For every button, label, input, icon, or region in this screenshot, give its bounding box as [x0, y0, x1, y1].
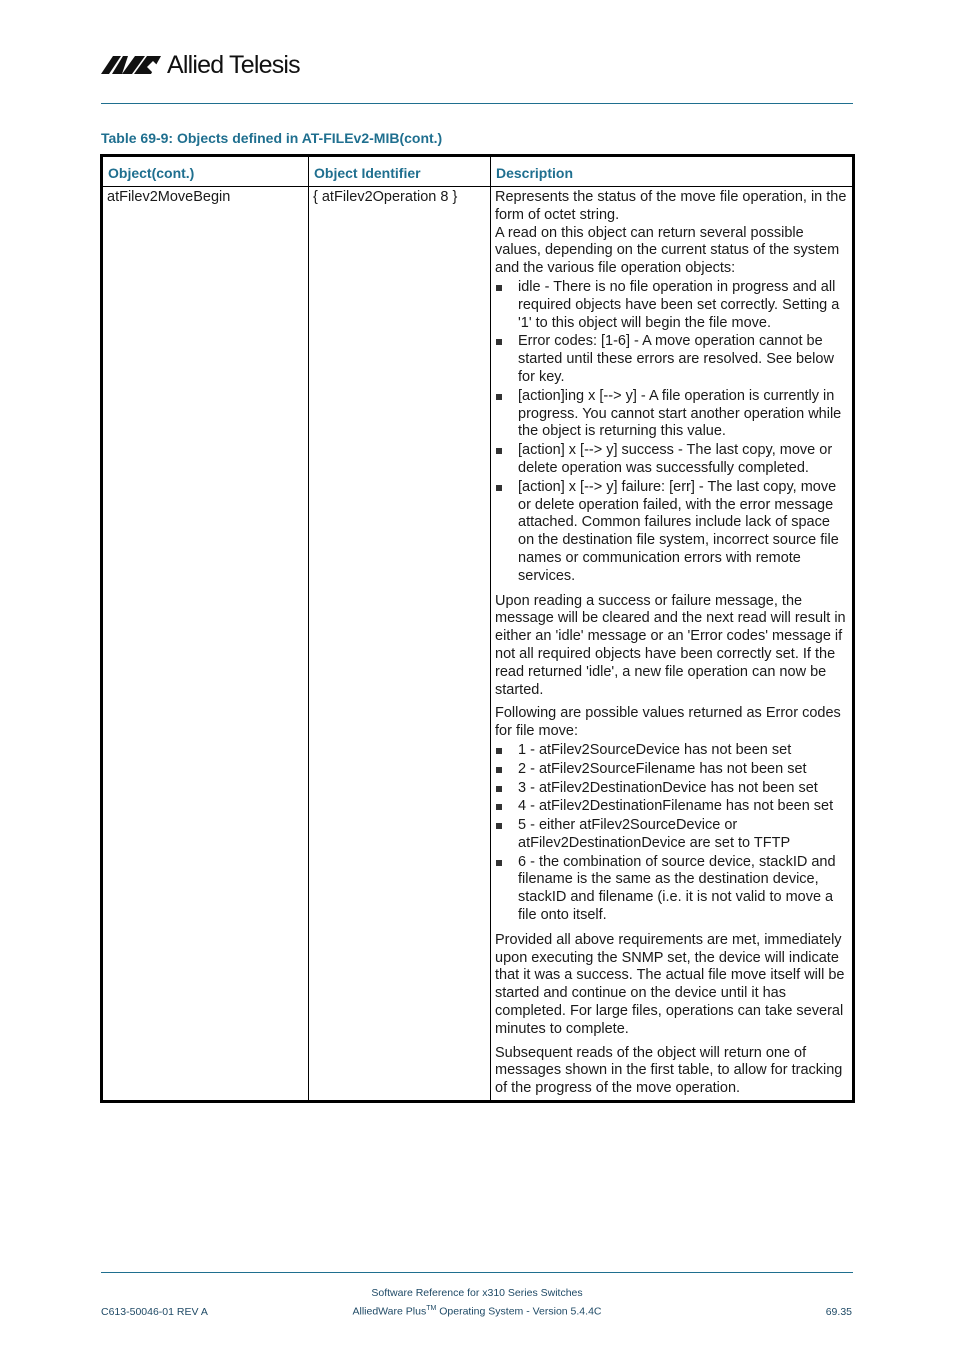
- object-identifier-cell: { atFilev2Operation 8 }: [309, 187, 491, 1101]
- description-reading-paragraph: Upon reading a success or failure message, the message will be cleared and the next read will result in either an 'idle' message or an 'Error codes' message if not all required objects have been correctly set. If the read returned 'idle', a new file operation can now be started.: [495, 592, 846, 698]
- list-item: Error codes: [1-6] - A move operation cannot be started until these errors are resolved. See below for key.: [495, 333, 848, 386]
- list-item: idle - There is no file operation in progress and all required objects have been set correctly. Setting a '1' to this object will begin the file move.: [495, 279, 848, 332]
- description-subsequent-paragraph: Subsequent reads of the object will return one of messages shown in the first table, to allow for tracking of the progress of the move operation.: [495, 1044, 843, 1097]
- column-header-description: Description: [491, 157, 853, 187]
- description-intro-2: A read on this object can return several possible values, depending on the current status of the system and the various file operation objects:: [495, 224, 840, 277]
- footer-title: Software Reference for x310 Series Switches: [371, 1287, 583, 1299]
- footer-os-name: AlliedWare Plus: [352, 1305, 427, 1318]
- list-item: 1 - atFilev2SourceDevice has not been set: [495, 742, 848, 760]
- logo-mark-icon: [101, 55, 163, 75]
- list-item: 2 - atFilev2SourceFilename has not been set: [495, 761, 848, 779]
- footer-trademark: TM: [426, 1305, 437, 1312]
- list-item: [action] x [--> y] success - The last copy, move or delete operation was successfully completed.: [495, 442, 848, 478]
- list-item: [action] x [--> y] failure: [err] - The last copy, move or delete operation failed, with the error message attached. Common failures include lack of space on the destination file system, incorrect source file names or communication errors with remote services.: [495, 479, 848, 586]
- status-values-list: [495, 279, 848, 586]
- table-header-row: [103, 157, 853, 187]
- logo-text: Allied Telesis: [167, 51, 300, 79]
- object-name-cell: atFilev2MoveBegin: [103, 187, 309, 1101]
- table-caption: Table 69-9: Objects defined in AT-FILEv2-MIB(cont.): [101, 130, 443, 146]
- column-header-object: Object(cont.): [103, 157, 309, 187]
- objects-table: [100, 154, 855, 1103]
- list-item: 5 - either atFilev2SourceDevice or atFilev2DestinationDevice are set to TFTP: [495, 817, 848, 853]
- description-cell: [491, 187, 853, 1101]
- header-rule: [101, 103, 853, 104]
- table-row: [103, 187, 853, 1101]
- list-item: 6 - the combination of source device, stackID and filename is the same as the destination device, stackID and filename (i.e. it is not valid to move a file onto itself.: [495, 854, 848, 925]
- description-intro-1: Represents the status of the move file operation, in the form of octet string.: [495, 189, 847, 223]
- list-item: 3 - atFilev2DestinationDevice has not been set: [495, 780, 848, 798]
- allied-telesis-logo: [101, 52, 300, 78]
- list-item: [action]ing x [--> y] - A file operation is currently in progress. You cannot start another operation while the object is returning this value.: [495, 388, 848, 441]
- column-header-identifier: Object Identifier: [309, 157, 491, 187]
- footer-doc-code: C613-50046-01 REV A: [101, 1306, 208, 1318]
- description-provided-paragraph: Provided all above requirements are met, immediately upon executing the SNMP set, the device will indicate that it was a success. The actual file move itself will be started and continue on the device until it has completed. For large files, operations can take several minutes to complete.: [495, 931, 845, 1037]
- error-codes-list: [495, 742, 848, 925]
- list-item: 4 - atFilev2DestinationFilename has not been set: [495, 798, 848, 816]
- description-errors-intro: Following are possible values returned as Error codes for file move:: [495, 705, 841, 740]
- footer-rule: [101, 1272, 853, 1273]
- footer-os-suffix: Operating System - Version 5.4.4C: [436, 1305, 602, 1318]
- footer-page-number: 69.35: [825, 1306, 852, 1318]
